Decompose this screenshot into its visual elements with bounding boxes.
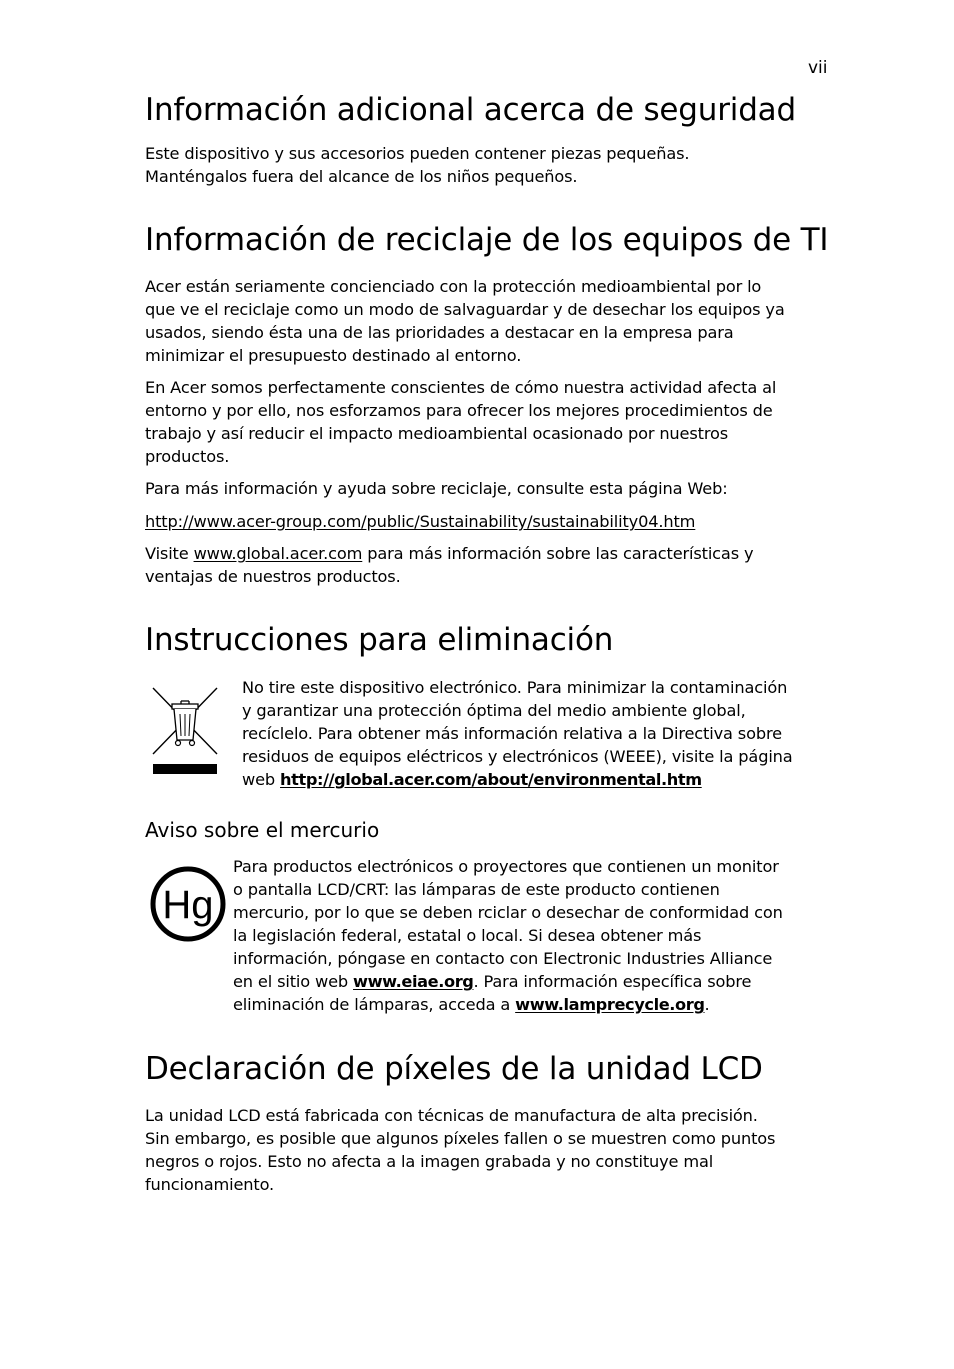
text-line: funcionamiento. bbox=[145, 1175, 275, 1194]
lamprecycle-link[interactable]: www.lamprecycle.org bbox=[515, 995, 705, 1014]
text-fragment: eliminación de lámparas, acceda a bbox=[233, 995, 516, 1014]
text-line: La unidad LCD está fabricada con técnicas de manufactura de alta precisión. bbox=[145, 1106, 758, 1125]
text-line: productos. bbox=[145, 447, 230, 466]
recycling-url-line bbox=[145, 510, 835, 533]
safety-heading: Información adicional acerca de seguridad bbox=[145, 92, 796, 128]
text-line: y garantizar una protección óptima del medio ambiente global, bbox=[242, 701, 746, 720]
recycling-paragraph-3 bbox=[145, 477, 835, 500]
page-number: vii bbox=[808, 58, 828, 78]
text-line: minimizar el presupuesto destinado al entorno. bbox=[145, 346, 522, 365]
text-fragment: web bbox=[242, 770, 281, 789]
text-fragment: . bbox=[704, 995, 710, 1014]
global-acer-link[interactable]: www.global.acer.com bbox=[193, 544, 363, 563]
weee-crossed-bin-icon bbox=[150, 684, 220, 776]
text-fragment: . Para información específica sobre bbox=[473, 972, 752, 991]
text-line: o pantalla LCD/CRT: las lámparas de este producto contienen bbox=[233, 880, 720, 899]
text-line: trabajo y así reducir el impacto medioambiental ocasionado por nuestros bbox=[145, 424, 729, 443]
eiae-link[interactable]: www.eiae.org bbox=[353, 972, 474, 991]
lcd-paragraph bbox=[145, 1104, 835, 1196]
text-line: información, póngase en contacto con Electronic Industries Alliance bbox=[233, 949, 773, 968]
text-line: mercurio, por lo que se deben rciclar o desechar de conformidad con bbox=[233, 903, 783, 922]
text-line: En Acer somos perfectamente conscientes de cómo nuestra actividad afecta al bbox=[145, 378, 777, 397]
disposal-heading: Instrucciones para eliminación bbox=[145, 622, 614, 658]
mercury-icon-label: Hg bbox=[162, 883, 214, 927]
text-line: Acer están seriamente concienciado con la protección medioambiental por lo bbox=[145, 277, 762, 296]
text-fragment: Visite bbox=[145, 544, 194, 563]
recycling-paragraph-4 bbox=[145, 542, 835, 588]
text-line: la legislación federal, estatal o local. Si desea obtener más bbox=[233, 926, 702, 945]
text-line: que ve el reciclaje como un modo de salvaguardar y de desechar los equipos ya bbox=[145, 300, 785, 319]
mercury-hg-icon bbox=[149, 865, 227, 943]
mercury-heading: Aviso sobre el mercurio bbox=[145, 818, 380, 842]
recycling-heading: Información de reciclaje de los equipos de TI bbox=[145, 222, 829, 258]
text-line: residuos de equipos eléctricos y electrónicos (WEEE), visite la página bbox=[242, 747, 793, 766]
mercury-paragraph bbox=[233, 855, 838, 1016]
recycling-paragraph-2 bbox=[145, 376, 835, 468]
text-line: Para más información y ayuda sobre reciclaje, consulte esta página Web: bbox=[145, 479, 728, 498]
text-line: Este dispositivo y sus accesorios pueden contener piezas pequeñas. bbox=[145, 144, 690, 163]
text-line: ventajas de nuestros productos. bbox=[145, 567, 401, 586]
text-line: Manténgalos fuera del alcance de los niños pequeños. bbox=[145, 167, 578, 186]
safety-paragraph bbox=[145, 142, 835, 188]
text-line: recíclelo. Para obtener más información relativa a la Directiva sobre bbox=[242, 724, 782, 743]
sustainability-link[interactable]: http://www.acer-group.com/public/Sustainability/sustainability04.htm bbox=[145, 512, 696, 531]
text-line: Para productos electrónicos o proyectores que contienen un monitor bbox=[233, 857, 779, 876]
text-fragment: en el sitio web bbox=[233, 972, 354, 991]
lcd-heading: Declaración de píxeles de la unidad LCD bbox=[145, 1051, 763, 1087]
environmental-link[interactable]: http://global.acer.com/about/environmental.htm bbox=[280, 770, 702, 789]
text-line: usados, siendo ésta una de las prioridades a destacar en la empresa para bbox=[145, 323, 734, 342]
text-line: No tire este dispositivo electrónico. Para minimizar la contaminación bbox=[242, 678, 788, 697]
disposal-paragraph bbox=[242, 676, 837, 791]
recycling-paragraph-1 bbox=[145, 275, 835, 367]
text-fragment: para más información sobre las características y bbox=[362, 544, 754, 563]
text-line: negros o rojos. Esto no afecta a la imagen grabada y no constituye mal bbox=[145, 1152, 714, 1171]
text-line: Sin embargo, es posible que algunos píxeles fallen o se muestren como puntos bbox=[145, 1129, 776, 1148]
text-line: entorno y por ello, nos esforzamos para ofrecer los mejores procedimientos de bbox=[145, 401, 773, 420]
